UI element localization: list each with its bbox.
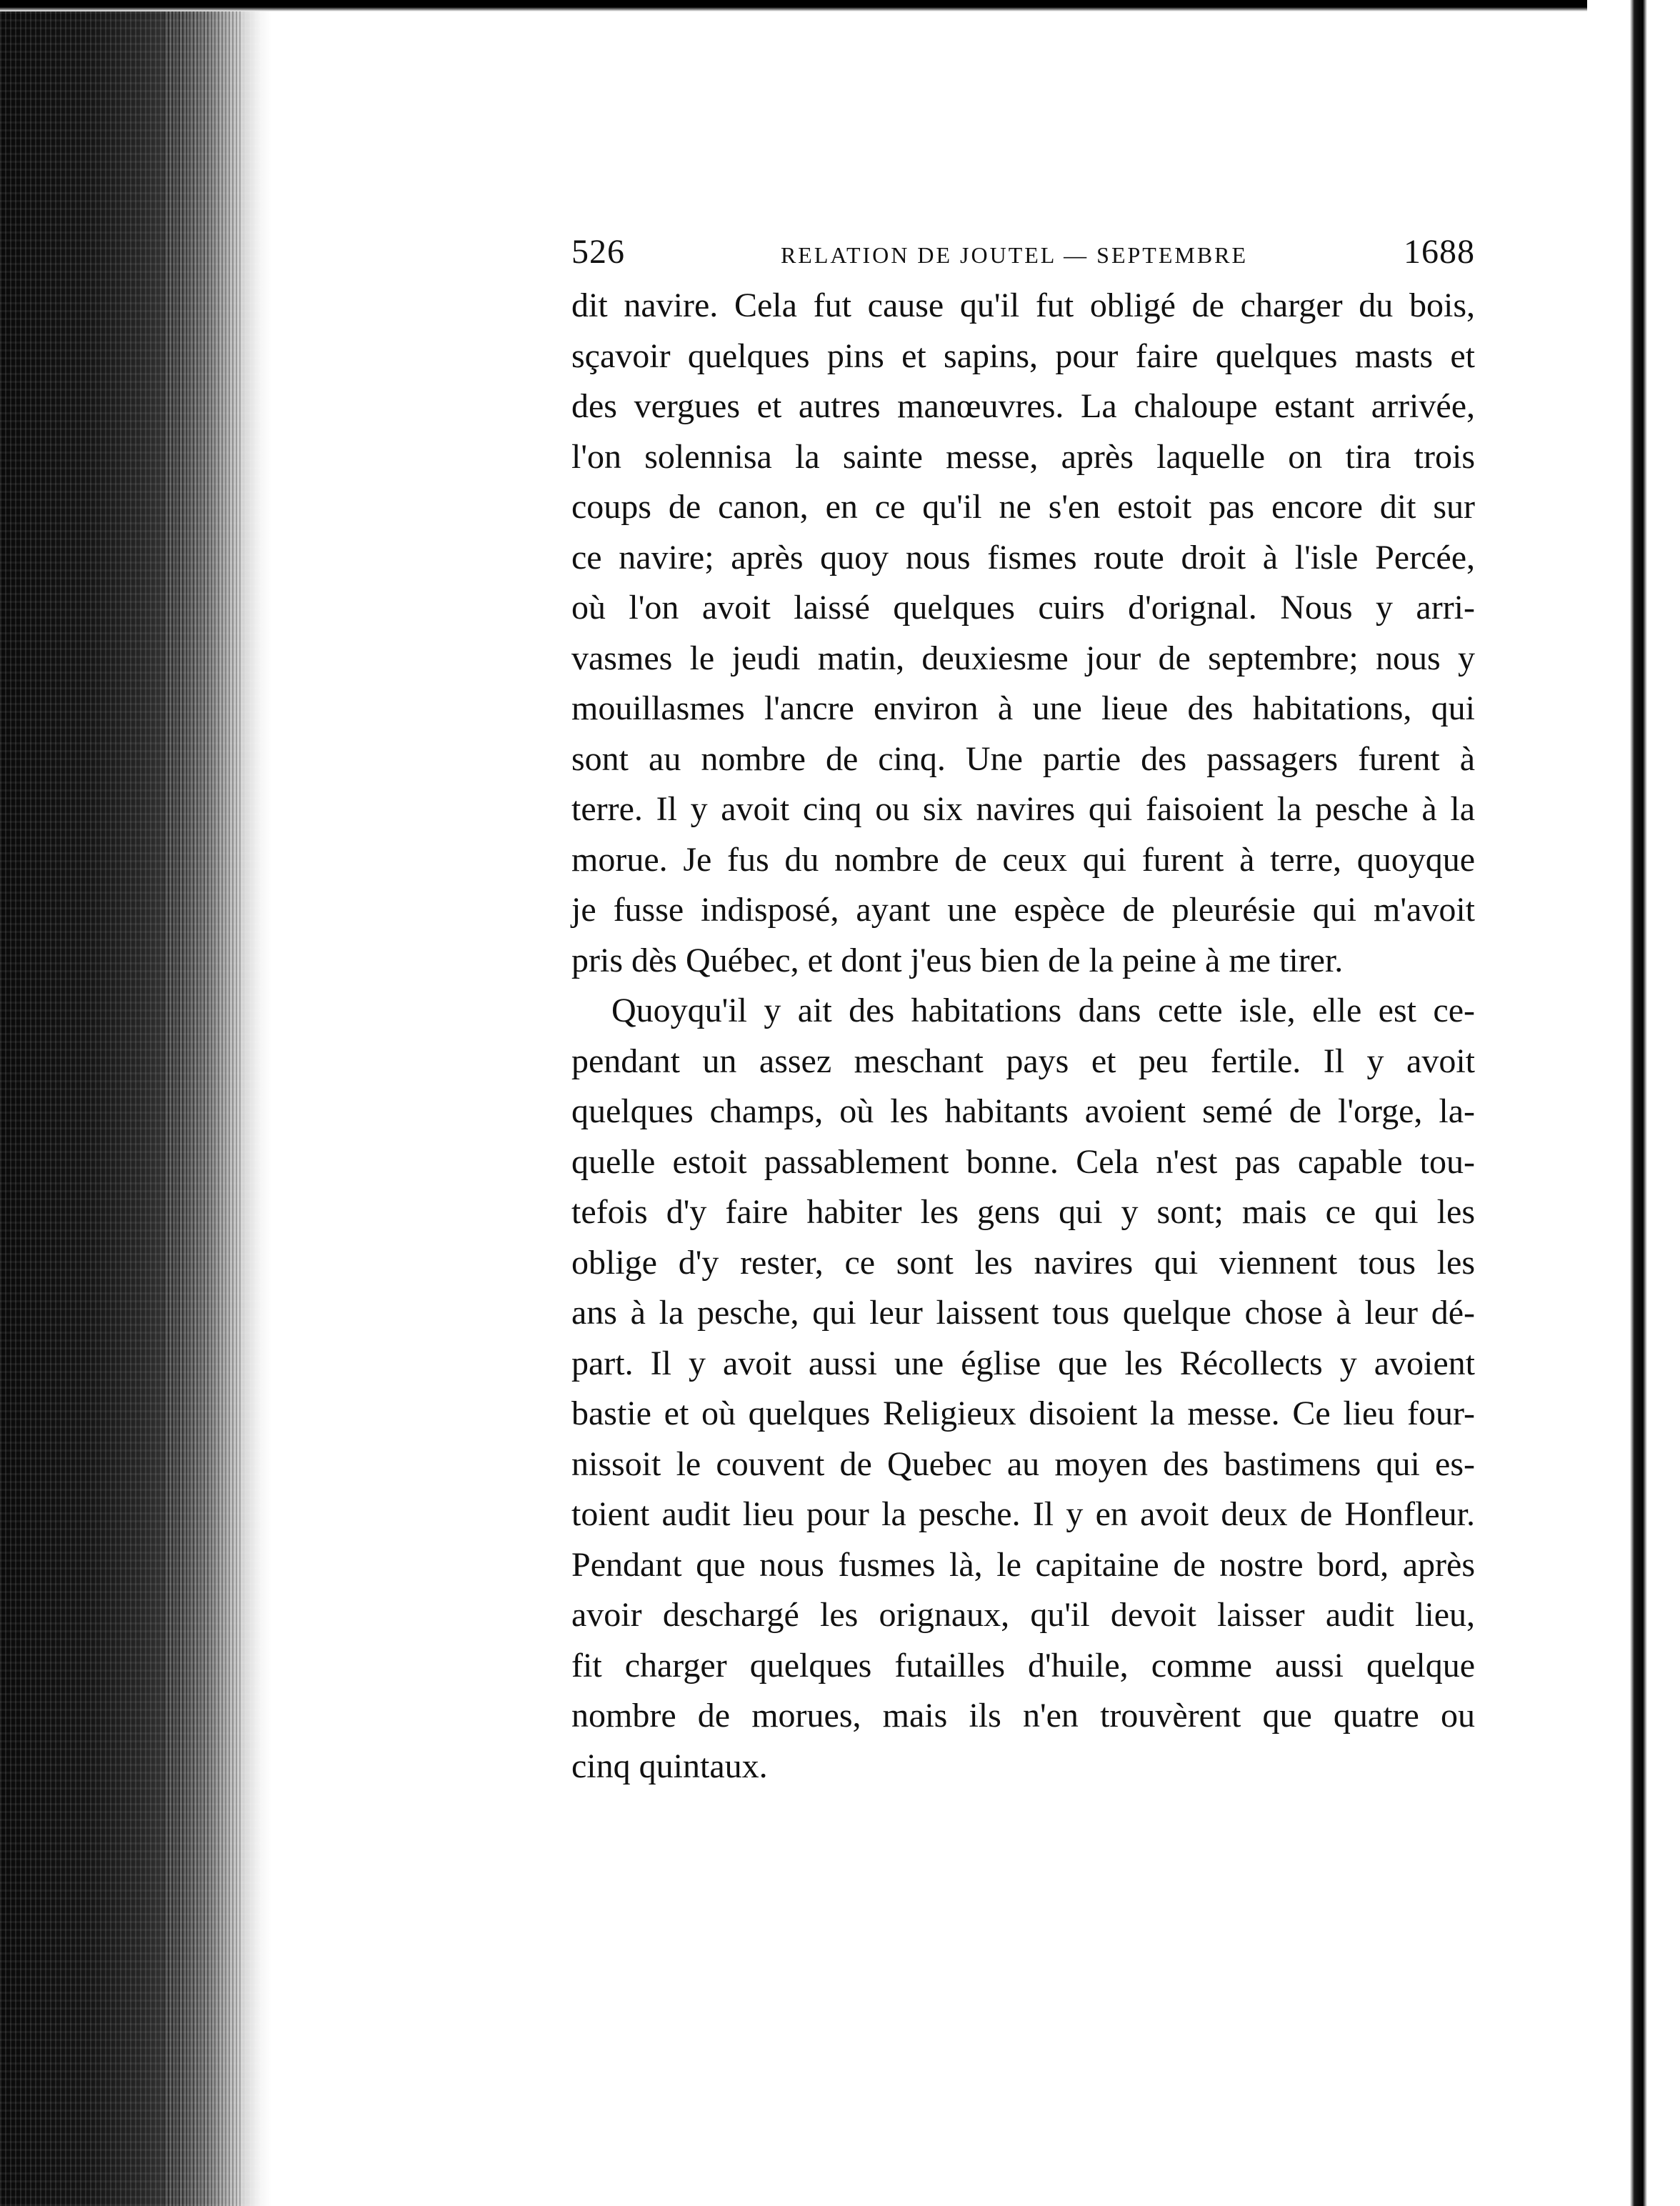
text-line: ce navire; après quoy nous fismes route droit à l'isle Percée, xyxy=(571,538,1475,577)
text-line: toient audit lieu pour la pesche. Il y en avoit deux de Honfleur. xyxy=(571,1495,1475,1533)
text-line: quelques champs, où les habitants avoient semé de l'orge, la- xyxy=(571,1092,1475,1130)
text-line: terre. Il y avoit cinq ou six navires qui faisoient la pesche à la xyxy=(571,790,1475,828)
text-line: tefois d'y faire habiter les gens qui y sont; mais ce qui les xyxy=(571,1193,1475,1231)
text-line: des vergues et autres manœuvres. La chaloupe estant arrivée, xyxy=(571,387,1475,425)
text-line: part. Il y avoit aussi une église que les Récollects y avoient xyxy=(571,1344,1475,1382)
text-line: l'on solennisa la sainte messe, après laquelle on tira trois xyxy=(571,437,1475,476)
paragraph-2 xyxy=(571,986,1475,1792)
running-head-title: RELATION DE JOUTEL — SEPTEMBRE xyxy=(780,242,1249,268)
page-number: 526 xyxy=(571,233,625,271)
text-line: je fusse indisposé, ayant une espèce de pleurésie qui m'avoit xyxy=(571,891,1475,929)
text-line: nombre de morues, mais ils n'en trouvèrent que quatre ou xyxy=(571,1697,1475,1735)
text-line: quelle estoit passablement bonne. Cela n'est pas capable tou- xyxy=(571,1142,1475,1181)
text-line: oblige d'y rester, ce sont les navires qui viennent tous les xyxy=(571,1243,1475,1282)
running-head-year: 1688 xyxy=(1404,233,1475,271)
text-line: Quoyqu'il y ait des habitations dans cette isle, elle est ce- xyxy=(611,992,1475,1029)
text-line: fit charger quelques futailles d'huile, comme aussi quelque xyxy=(571,1646,1475,1685)
running-head xyxy=(571,232,1475,275)
text-line: mouillasmes l'ancre environ à une lieue des habitations, qui xyxy=(571,689,1475,727)
text-line: ans à la pesche, qui leur laissent tous quelque chose à leur dé- xyxy=(571,1294,1475,1332)
text-line: vasmes le jeudi matin, deuxiesme jour de septembre; nous y xyxy=(571,639,1475,677)
text-line: morue. Je fus du nombre de ceux qui furent à terre, quoyque xyxy=(571,840,1475,879)
right-scan-edge xyxy=(1587,0,1680,2206)
text-line: bastie et où quelques Religieux disoient la messe. Ce lieu four- xyxy=(571,1394,1475,1432)
text-line: coups de canon, en ce qu'il ne s'en estoit pas encore dit sur xyxy=(571,488,1475,526)
paragraph-1 xyxy=(571,281,1475,986)
text-block xyxy=(571,232,1475,1792)
text-line: avoir deschargé les orignaux, qu'il devoit laisser audit lieu, xyxy=(571,1596,1475,1634)
text-line: dit navire. Cela fut cause qu'il fut obligé de charger du bois, xyxy=(571,286,1475,324)
top-scan-edge xyxy=(0,0,1680,11)
text-line: sont au nombre de cinq. Une partie des passagers furent à xyxy=(571,739,1475,778)
text-line: cinq quintaux. xyxy=(571,1747,768,1785)
text-line: sçavoir quelques pins et sapins, pour faire quelques masts et xyxy=(571,336,1475,375)
text-line: pendant un assez meschant pays et peu fertile. Il y avoit xyxy=(571,1042,1475,1080)
text-line: Pendant que nous fusmes là, le capitaine de nostre bord, après xyxy=(571,1545,1475,1584)
page-edges xyxy=(164,0,243,2206)
text-line: où l'on avoit laissé quelques cuirs d'orignal. Nous y arri- xyxy=(571,589,1475,627)
text-line: nissoit le couvent de Quebec au moyen des bastimens qui es- xyxy=(571,1444,1475,1483)
text-line: pris dès Québec, et dont j'eus bien de la peine à me tirer. xyxy=(571,941,1344,979)
